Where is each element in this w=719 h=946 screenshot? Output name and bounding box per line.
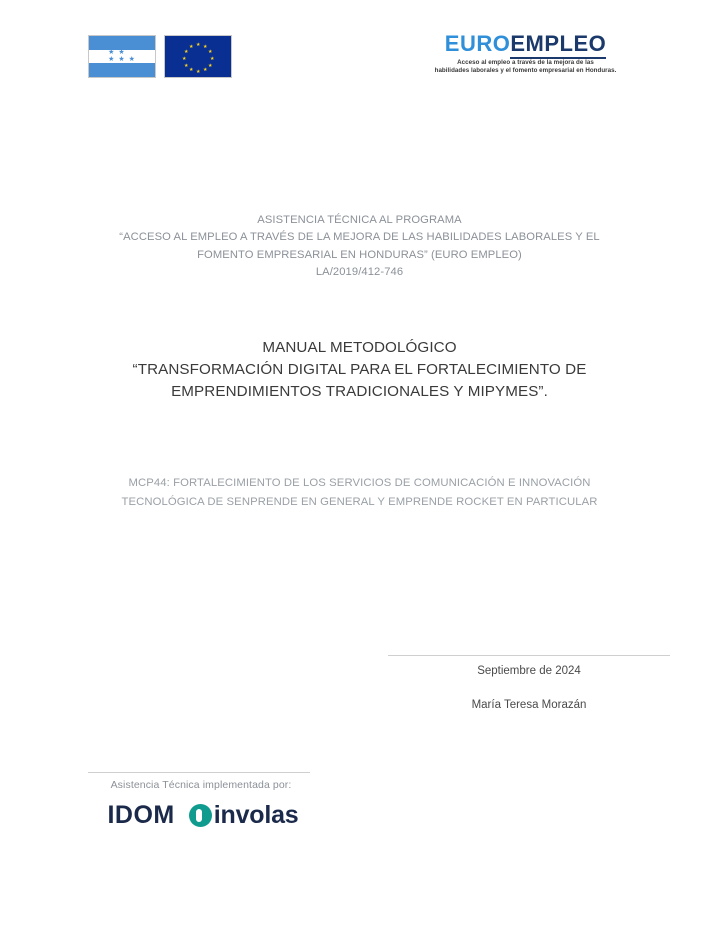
european-union-flag-icon — [164, 35, 232, 78]
honduras-flag-icon — [88, 35, 156, 78]
title-line-2: “TRANSFORMACIÓN DIGITAL PARA EL FORTALECIMIENTO DE — [132, 361, 587, 379]
program-line-1: ASISTENCIA TÉCNICA AL PROGRAMA — [257, 214, 462, 226]
signature-author: María Teresa Morazán — [471, 699, 587, 712]
eu-stars: ★ ★ ★ ★ ★ ★ ★ ★ ★ ★ ★ ★ — [182, 41, 215, 75]
mcp-subtitle — [60, 474, 659, 512]
mcp-line-2: TECNOLÓGICA DE SENPRENDE EN GENERAL Y EMPRENDE ROCKET EN PARTICULAR — [121, 496, 598, 509]
document-header — [0, 30, 719, 90]
idom-logo: IDOM — [107, 801, 175, 829]
signature-date: Septiembre de 2024 — [477, 665, 581, 677]
title-line-1: MANUAL METODOLÓGICO — [262, 339, 457, 356]
euroempleo-word-euro: EURO — [444, 31, 511, 56]
euroempleo-subtitle-line2: habilidades laborales y el fomento empresarial en Honduras. — [434, 67, 617, 75]
euroempleo-logo — [413, 32, 638, 76]
mcp-line-1: MCP44: FORTALECIMIENTO DE LOS SERVICIOS DE COMUNICACIÓN E INNOVACIÓN — [128, 477, 591, 489]
program-block — [60, 212, 659, 281]
footer-label: Asistencia Técnica implementada por: — [110, 779, 292, 791]
program-line-2: “ACCESO AL EMPLEO A TRAVÉS DE LA MEJORA DE LAS HABILIDADES LABORALES Y EL — [119, 231, 600, 244]
flag-band-bottom — [89, 63, 155, 77]
euroempleo-subtitle — [413, 59, 638, 76]
footer-divider — [88, 772, 310, 773]
euroempleo-wordmark — [413, 32, 638, 55]
euroempleo-subtitle-line1: Acceso al empleo a través de la mejora de las — [457, 59, 594, 67]
signature-block — [388, 656, 670, 713]
flag-stars: ★ ★ ★ ★ ★ — [108, 49, 136, 64]
program-line-4: LA/2019/412-746 — [315, 266, 404, 279]
flag-band-top — [89, 36, 155, 50]
involas-wordmark: involas — [213, 801, 299, 829]
involas-logo — [189, 803, 299, 828]
euroempleo-word-empleo: EMPLEO — [510, 31, 606, 59]
program-line-3: FOMENTO EMPRESARIAL EN HONDURAS” (EURO EMPLEO) — [197, 248, 522, 261]
page-title — [60, 337, 659, 403]
flags-group — [88, 35, 232, 78]
title-line-3: EMPRENDIMIENTOS TRADICIONALES Y MIPYMES”. — [171, 383, 548, 401]
footer-logos — [88, 803, 318, 828]
involas-mark-icon — [189, 804, 212, 827]
